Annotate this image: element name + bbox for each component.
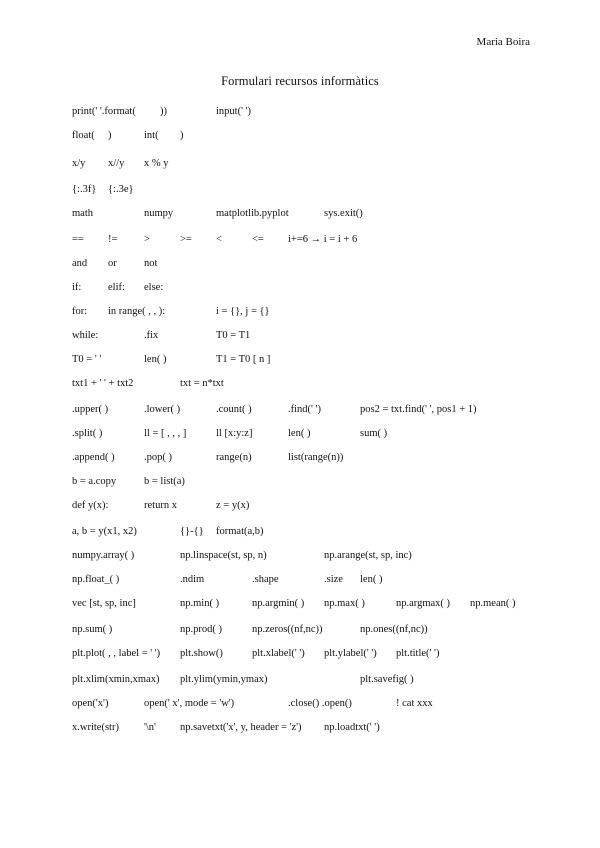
- formula-item: .count( ): [216, 404, 252, 415]
- formula-item: ll = [ , , , ]: [144, 428, 187, 439]
- formula-row: [0, 674, 600, 688]
- formula-item: np.sum( ): [72, 624, 113, 635]
- formula-row: [0, 282, 600, 296]
- formula-item: x.write(str): [72, 722, 119, 733]
- formula-item: def y(x):: [72, 500, 109, 511]
- formula-item: b = a.copy: [72, 476, 117, 487]
- formula-item: ==: [72, 234, 84, 245]
- formula-item: np.savetxt('x', y, header = 'z'): [180, 722, 302, 733]
- formula-item: i = {}, j = {}: [216, 306, 270, 317]
- formula-item: T0 = T1: [216, 330, 251, 341]
- formula-item: plt.show(): [180, 648, 223, 659]
- formula-item: or: [108, 258, 117, 269]
- formula-row: [0, 722, 600, 736]
- formula-item: len( ): [288, 428, 311, 439]
- formula-item: <: [216, 234, 222, 245]
- formula-item: a, b = y(x1, x2): [72, 526, 137, 537]
- formula-item: sys.exit(): [324, 208, 363, 219]
- formula-item: pos2 = txt.find(' ', pos1 + 1): [360, 404, 477, 415]
- formula-row: [0, 208, 600, 222]
- formula-item: np.min( ): [180, 598, 220, 609]
- formula-item: plt.xlabel(' '): [252, 648, 305, 659]
- formula-item: b = list(a): [144, 476, 185, 487]
- formula-item: .shape: [252, 574, 279, 585]
- formula-row: [0, 158, 600, 172]
- formula-item: txt = n*txt: [180, 378, 224, 389]
- formula-item: ): [108, 130, 112, 141]
- formula-item: )): [160, 106, 167, 117]
- formula-item: T0 = ' ': [72, 354, 102, 365]
- formula-item: T1 = T0 [ n ]: [216, 354, 271, 365]
- formula-item: .size: [324, 574, 343, 585]
- formula-item: if:: [72, 282, 82, 293]
- formula-row: [0, 698, 600, 712]
- formula-item: int(: [144, 130, 159, 141]
- formula-item: .close() .open(): [288, 698, 352, 709]
- formula-item: np.zeros((nf,nc)): [252, 624, 323, 635]
- formula-item: .split( ): [72, 428, 103, 439]
- formula-item: np.max( ): [324, 598, 365, 609]
- formula-item: plt.plot( , , label = ' '): [72, 648, 161, 659]
- formula-row: [0, 306, 600, 320]
- formula-item: ll [x:y:z]: [216, 428, 253, 439]
- formula-item: plt.xlim(xmin,xmax): [72, 674, 160, 685]
- formula-item: {:.3e}: [108, 184, 134, 195]
- formula-item: return x: [144, 500, 177, 511]
- formula-item: .pop( ): [144, 452, 172, 463]
- formula-item: .append( ): [72, 452, 115, 463]
- formula-item: np.linspace(st, sp, n): [180, 550, 267, 561]
- formula-item: np.argmax( ): [396, 598, 451, 609]
- formula-item: np.mean( ): [470, 598, 516, 609]
- formula-item: vec [st, sp, inc]: [72, 598, 136, 609]
- formula-item: input(' '): [216, 106, 251, 117]
- formula-item: .lower( ): [144, 404, 181, 415]
- formula-item: {}-{}: [180, 526, 204, 537]
- formula-item: matplotlib.pyplot: [216, 208, 289, 219]
- formula-item: <=: [252, 234, 264, 245]
- formula-row: [0, 574, 600, 588]
- author-name: Maria Boira: [476, 36, 530, 48]
- document-title: Formulari recursos informàtics: [221, 74, 379, 88]
- formula-item: len( ): [360, 574, 383, 585]
- formula-row: [0, 500, 600, 514]
- formula-item: plt.ylim(ymin,ymax): [180, 674, 268, 685]
- formula-item: numpy.array( ): [72, 550, 135, 561]
- formula-item: format(a,b): [216, 526, 264, 537]
- formula-item: print(' '.format(: [72, 106, 136, 117]
- formula-item: elif:: [108, 282, 125, 293]
- formula-item: not: [144, 258, 158, 269]
- formula-item: x % y: [144, 158, 169, 169]
- formula-item: >=: [180, 234, 192, 245]
- formula-row: [0, 330, 600, 344]
- formula-item: np.argmin( ): [252, 598, 305, 609]
- formula-item: len( ): [144, 354, 167, 365]
- formula-item: plt.ylabel(' '): [324, 648, 377, 659]
- formula-item: range(n): [216, 452, 252, 463]
- formula-row: [0, 258, 600, 272]
- formula-row: [0, 526, 600, 540]
- formula-item: for:: [72, 306, 88, 317]
- formula-item: open('x'): [72, 698, 109, 709]
- formula-item: .find(' '): [288, 404, 321, 415]
- formula-item: np.arange(st, sp, inc): [324, 550, 412, 561]
- formula-row: [0, 624, 600, 638]
- formula-item: else:: [144, 282, 164, 293]
- formula-item: and: [72, 258, 88, 269]
- formula-item: ! cat xxx: [396, 698, 433, 709]
- formula-item: math: [72, 208, 93, 219]
- formula-row: [0, 184, 600, 198]
- formula-item: plt.savefig( ): [360, 674, 414, 685]
- formula-item: float(: [72, 130, 95, 141]
- formula-item: np.loadtxt(' '): [324, 722, 380, 733]
- formula-item: x//y: [108, 158, 125, 169]
- formula-row: [0, 476, 600, 490]
- formula-item: {:.3f}: [72, 184, 97, 195]
- formula-item: list(range(n)): [288, 452, 344, 463]
- formula-row: [0, 648, 600, 662]
- formula-item: open(' x', mode = 'w'): [144, 698, 235, 709]
- formula-item: ): [180, 130, 184, 141]
- formula-item: np.ones((nf,nc)): [360, 624, 428, 635]
- formula-item: np.prod( ): [180, 624, 222, 635]
- formula-row: [0, 550, 600, 564]
- formula-row: [0, 452, 600, 466]
- formula-row: [0, 106, 600, 120]
- formula-item: numpy: [144, 208, 174, 219]
- formula-item: z = y(x): [216, 500, 250, 511]
- formula-row: [0, 234, 600, 248]
- formula-item: txt1 + ' ' + txt2: [72, 378, 134, 389]
- formula-item: !=: [108, 234, 118, 245]
- formula-item: >: [144, 234, 150, 245]
- formula-item: '\n': [144, 722, 156, 733]
- formula-item: x/y: [72, 158, 86, 169]
- formula-row: [0, 354, 600, 368]
- formula-row: [0, 598, 600, 612]
- formula-item: i+=6 → i = i + 6: [288, 234, 358, 245]
- formula-item: np.float_( ): [72, 574, 120, 585]
- formula-item: while:: [72, 330, 99, 341]
- formula-row: [0, 404, 600, 418]
- formula-row: [0, 378, 600, 392]
- formula-item: in range( , , ):: [108, 306, 166, 317]
- formula-item: .ndim: [180, 574, 205, 585]
- formula-item: .upper( ): [72, 404, 109, 415]
- formula-row: [0, 428, 600, 442]
- formula-item: sum( ): [360, 428, 388, 439]
- formula-item: .fix: [144, 330, 159, 341]
- formula-item: plt.title(' '): [396, 648, 440, 659]
- formula-row: [0, 130, 600, 144]
